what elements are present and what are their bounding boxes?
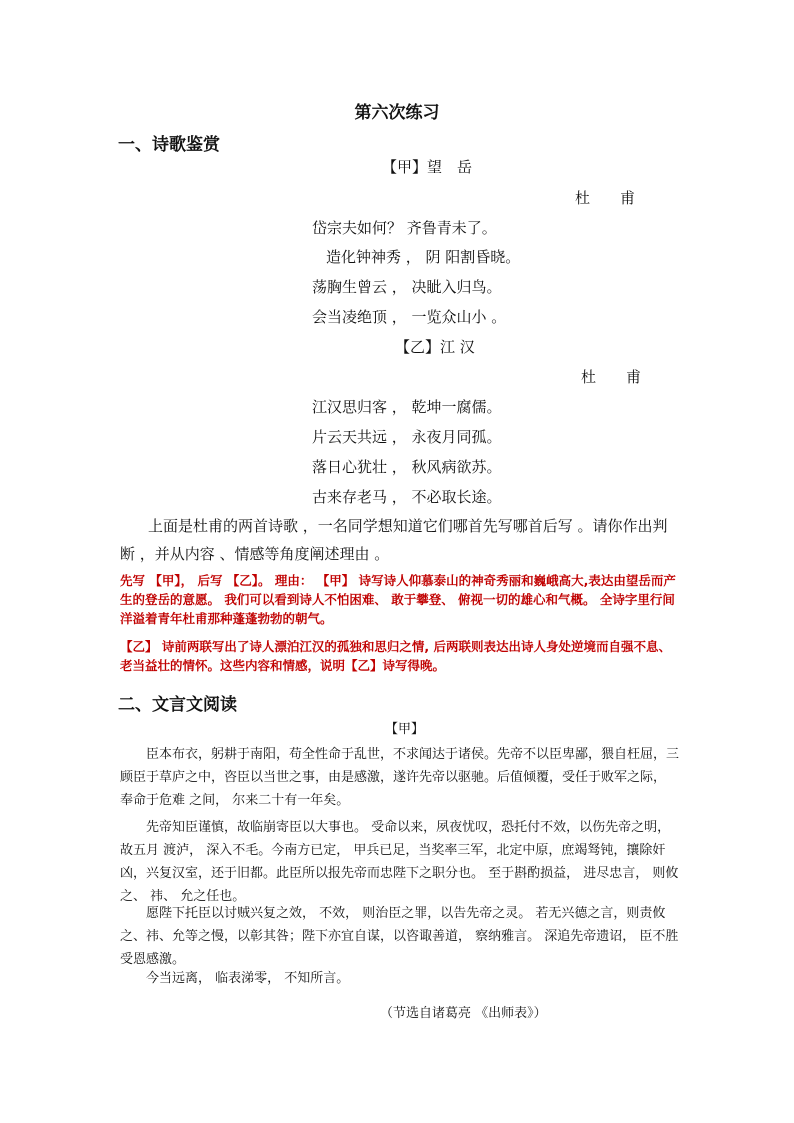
poem-b-line: 古来存老马 ， 不必取长途。: [312, 488, 502, 506]
poem-b-author: [581, 366, 641, 387]
poem-a-line: 造化钟神秀 ， 阴 阳割昏晓。: [326, 248, 521, 266]
poem-b-author-given: 甫: [626, 368, 642, 386]
prose-paragraph: 先帝知臣谨慎，故临崩寄臣以大事也。 受命以来，夙夜忧叹，恐托付不效，以伤先帝之明，故五月 渡泸， 深入不毛。今南方已定， 甲兵已足，当奖率三军，北定中原，庶竭驽钝，攘除奸凶，兴复汉室，还于旧都。此臣所以报先帝而忠陛下之职分也。 至于斟酌损益， 进尽忠言， 则攸之、 祎、 允之任也。: [120, 820, 679, 904]
section-heading-classical: 二、文言文阅读: [118, 695, 237, 715]
poetry-question: 上面是杜甫的两首诗歌 ，一名同学想知道它们哪首先写哪首后写 。请你作出判断 ，并从内容 、情感等角度阐述理由 。: [120, 517, 668, 563]
poem-a-title: 【甲】望 岳: [382, 158, 473, 176]
poem-a-author: [575, 187, 635, 208]
poem-b-line: 片云天共远 ， 永夜月同孤。: [312, 428, 502, 446]
answer-paragraph-1: 先写 【甲】， 后写 【乙】。 理由： 【甲】 诗写诗人仰慕泰山的神奇秀丽和巍峨高大,表达由望岳而产生的登岳的意愿。 我们可以看到诗人不怕困难、 敢于攀登、 俯视一切的雄心和气概。 全诗字里行间洋溢着青年杜甫那种蓬蓬勃勃的朝气。: [120, 573, 676, 626]
page-title: 第六次练习: [354, 103, 440, 123]
section-heading-poetry: 一、诗歌鉴赏: [118, 135, 220, 155]
source-citation: （节选自诸葛亮 《出师表》）: [380, 1006, 547, 1021]
poem-a-author-surname: 杜: [575, 189, 591, 207]
poem-b-author-surname: 杜: [581, 368, 597, 386]
poem-a-line: 会当凌绝顶 ， 一览众山小 。: [312, 308, 507, 326]
prose-paragraph: 愿陛下托臣以讨贼兴复之效， 不效， 则治臣之罪，以告先帝之灵。 若无兴德之言，则责攸之、祎、允等之慢，以彰其咎；陛下亦宜自谋，以咨诹善道， 察纳雅言。 深追先帝遗诏， 臣不胜受恩感激。: [120, 906, 679, 967]
poem-b-line: 江汉思归客 ， 乾坤一腐儒。: [312, 398, 502, 416]
prose-paragraph: 臣本布衣，躬耕于南阳，苟全性命于乱世，不求闻达于诸侯。先帝不以臣卑鄙，猥自枉屈，三顾臣于草庐之中，咨臣以当世之事，由是感激，遂许先帝以驱驰。后值倾覆，受任于败军之际， 奉命于危难 之间， 尔来二十有一年矣。: [120, 747, 680, 808]
poem-b-line: 落日心犹壮 ， 秋风病欲苏。: [312, 458, 502, 476]
poem-b-title: 【乙】江 汉: [395, 338, 475, 356]
answer-paragraph-2: 【乙】 诗前两联写出了诗人漂泊江汉的孤独和思归之情, 后两联则表达出诗人身处逆境而自强不息、老当益壮的情怀。这些内容和情感，说明【乙】诗写得晚。: [120, 639, 671, 673]
poem-a-line: 岱宗夫如何？ 齐鲁青未了。: [312, 219, 497, 237]
passage-label: 【甲】: [385, 722, 425, 737]
prose-paragraph: 今当远离， 临表涕零， 不知所言。: [146, 971, 350, 986]
poem-a-line: 荡胸生曾云 ， 决眦入归鸟。: [312, 278, 502, 296]
poem-a-author-given: 甫: [620, 189, 636, 207]
